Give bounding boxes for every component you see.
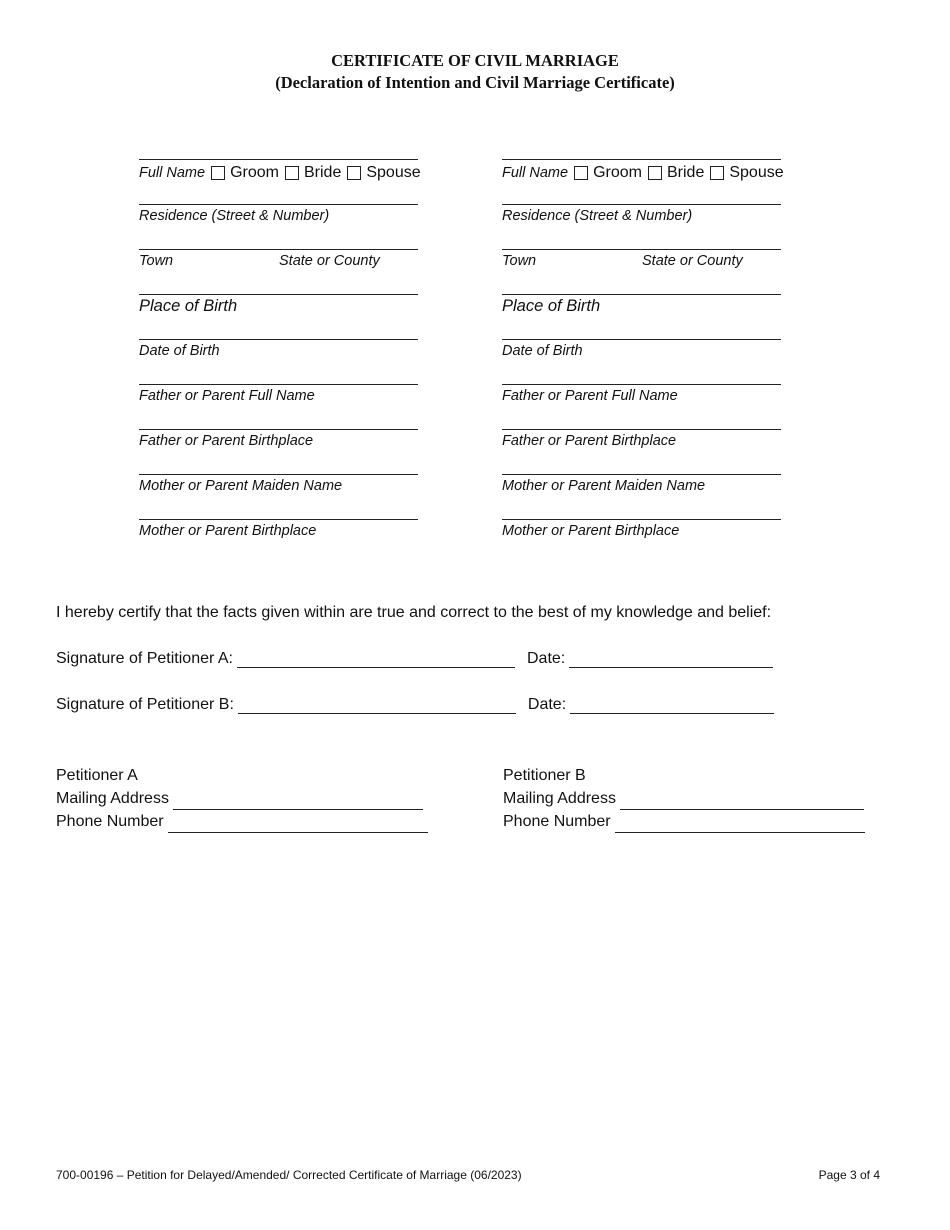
date-b-label: Date: <box>527 696 567 713</box>
place-of-birth-field[interactable] <box>502 276 781 295</box>
bride-checkbox[interactable] <box>285 164 341 182</box>
town-state-field[interactable] <box>139 231 418 250</box>
groom-checkbox[interactable] <box>574 164 642 182</box>
phone-number-label: Phone Number <box>56 813 164 830</box>
mailing-address-label: Mailing Address <box>503 790 616 807</box>
state-label: State or County <box>279 253 380 269</box>
signature-b-label: Signature of Petitioner B: <box>56 696 234 713</box>
signature-b-field[interactable] <box>238 699 516 714</box>
mother-birthplace-label: Mother or Parent Birthplace <box>139 523 317 539</box>
date-b-field[interactable] <box>570 699 774 714</box>
town-label: Town <box>139 253 174 269</box>
document-subtitle: (Declaration of Intention and Civil Marriage Certificate) <box>275 73 675 92</box>
residence-field[interactable] <box>139 186 418 205</box>
residence-label: Residence (Street & Number) <box>139 208 330 224</box>
date-a-field[interactable] <box>569 653 773 668</box>
date-of-birth-field[interactable] <box>139 321 418 340</box>
father-birthplace-label: Father or Parent Birthplace <box>139 433 314 449</box>
checkbox-box-icon[interactable] <box>574 166 588 180</box>
party-column-b <box>502 141 792 546</box>
mother-birthplace-label: Mother or Parent Birthplace <box>502 523 680 539</box>
phone-number-label: Phone Number <box>503 813 611 830</box>
full-name-field[interactable] <box>502 141 781 160</box>
footer-form-id: 700-00196 – Petition for Delayed/Amended/ Corrected Certificate of Marriage (06/2023) <box>56 1168 522 1182</box>
mailing-address-row <box>56 787 428 810</box>
place-of-birth-label: Place of Birth <box>139 297 238 315</box>
date-of-birth-label: Date of Birth <box>139 343 220 359</box>
mother-name-field[interactable] <box>502 456 781 475</box>
signature-a-label: Signature of Petitioner A: <box>56 650 233 667</box>
checkbox-box-icon[interactable] <box>710 166 724 180</box>
petitioner-a-block <box>56 764 428 833</box>
checkbox-box-icon[interactable] <box>648 166 662 180</box>
mother-birthplace-field[interactable] <box>139 501 418 520</box>
petitioner-b-block <box>503 764 865 833</box>
full-name-row <box>502 160 792 186</box>
mailing-address-label: Mailing Address <box>56 790 169 807</box>
date-of-birth-field[interactable] <box>502 321 781 340</box>
father-birthplace-field[interactable] <box>139 411 418 430</box>
town-label: Town <box>502 253 537 269</box>
full-name-label: Full Name <box>502 165 569 181</box>
party-column-a <box>139 141 429 546</box>
bride-label: Bride <box>303 164 342 181</box>
father-name-label: Father or Parent Full Name <box>502 388 678 404</box>
groom-label: Groom <box>593 164 642 181</box>
father-name-field[interactable] <box>502 366 781 385</box>
date-a-label: Date: <box>527 650 566 667</box>
father-birthplace-field[interactable] <box>502 411 781 430</box>
mother-name-field[interactable] <box>139 456 418 475</box>
signature-b-row <box>56 696 774 714</box>
date-of-birth-label: Date of Birth <box>502 343 583 359</box>
full-name-label: Full Name <box>139 165 206 181</box>
phone-number-field[interactable] <box>168 818 428 833</box>
groom-label: Groom <box>230 164 279 181</box>
petitioner-a-heading: Petitioner A <box>56 767 138 784</box>
full-name-row <box>139 160 429 186</box>
town-state-row <box>502 250 792 276</box>
signature-a-row <box>56 650 773 668</box>
father-birthplace-label: Father or Parent Birthplace <box>502 433 677 449</box>
document-title: CERTIFICATE OF CIVIL MARRIAGE <box>331 51 619 70</box>
checkbox-box-icon[interactable] <box>211 166 225 180</box>
checkbox-box-icon[interactable] <box>347 166 361 180</box>
place-of-birth-field[interactable] <box>139 276 418 295</box>
spouse-checkbox[interactable] <box>347 164 420 182</box>
footer-page-number: Page 3 of 4 <box>818 1168 880 1182</box>
full-name-field[interactable] <box>139 141 418 160</box>
bride-checkbox[interactable] <box>648 164 704 182</box>
state-label: State or County <box>642 253 743 269</box>
phone-number-field[interactable] <box>615 818 865 833</box>
place-of-birth-label: Place of Birth <box>502 297 601 315</box>
residence-field[interactable] <box>502 186 781 205</box>
checkbox-box-icon[interactable] <box>285 166 299 180</box>
father-name-field[interactable] <box>139 366 418 385</box>
spouse-label: Spouse <box>366 164 421 181</box>
mailing-address-field[interactable] <box>620 795 864 810</box>
mother-birthplace-field[interactable] <box>502 501 781 520</box>
petitioner-b-heading: Petitioner B <box>503 767 586 784</box>
father-name-label: Father or Parent Full Name <box>139 388 315 404</box>
spouse-label: Spouse <box>729 164 784 181</box>
groom-checkbox[interactable] <box>211 164 279 182</box>
mother-name-label: Mother or Parent Maiden Name <box>502 478 706 494</box>
certification-statement: I hereby certify that the facts given within are true and correct to the best of my knowledge and belief: <box>56 604 772 621</box>
signature-a-field[interactable] <box>237 653 515 668</box>
mailing-address-field[interactable] <box>173 795 423 810</box>
phone-number-row <box>56 810 428 833</box>
spouse-checkbox[interactable] <box>710 164 783 182</box>
mother-name-label: Mother or Parent Maiden Name <box>139 478 343 494</box>
mailing-address-row <box>503 787 865 810</box>
town-state-row <box>139 250 429 276</box>
bride-label: Bride <box>666 164 705 181</box>
residence-label: Residence (Street & Number) <box>502 208 693 224</box>
town-state-field[interactable] <box>502 231 781 250</box>
phone-number-row <box>503 810 865 833</box>
